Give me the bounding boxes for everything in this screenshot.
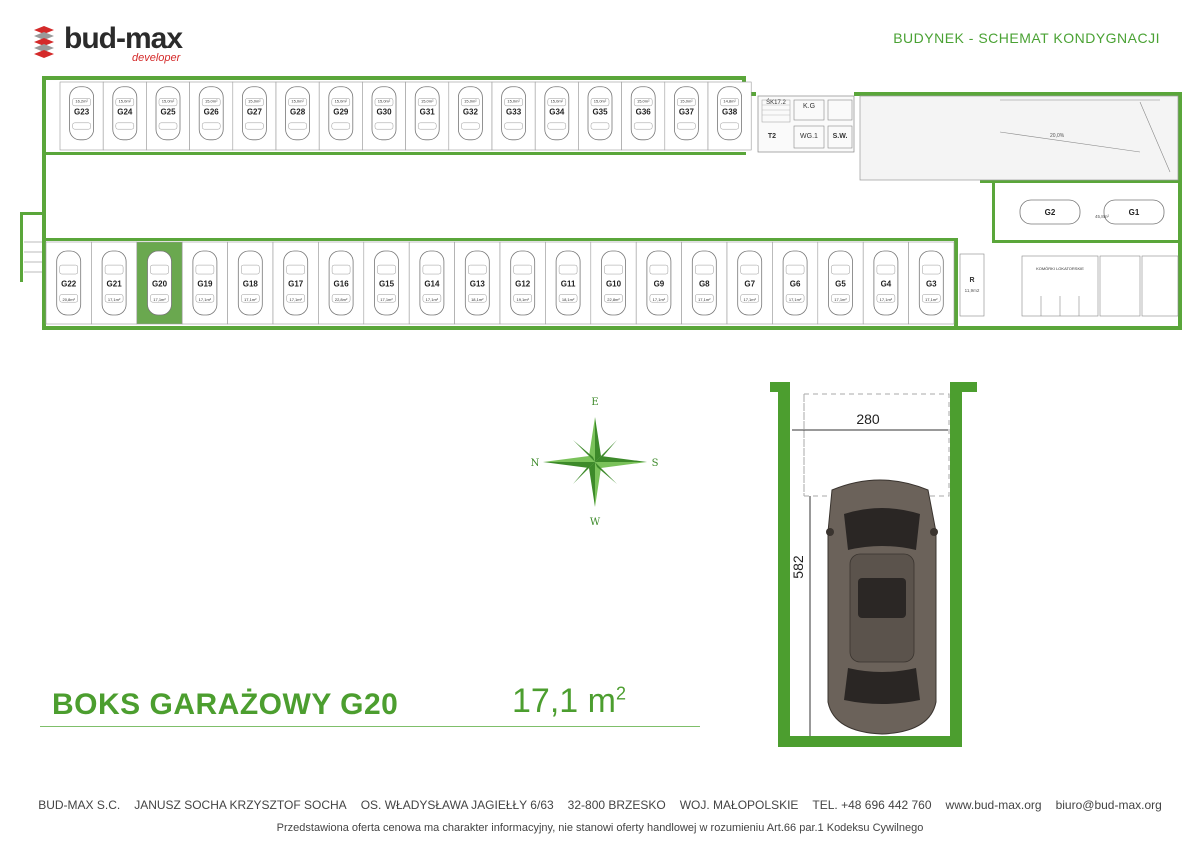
garage-g13[interactable] [455, 242, 500, 324]
garage-area: 15,0m² [680, 98, 693, 104]
garage-label: G2 [1044, 208, 1056, 217]
garage-label: G5 [835, 279, 846, 289]
garage-g25[interactable] [146, 82, 189, 150]
garage-area: 17,1m² [879, 297, 893, 303]
footer-email-link[interactable]: biuro@bud-max.org [1055, 798, 1162, 812]
room-r-label: R [969, 277, 975, 284]
garage-label: G38 [722, 107, 738, 117]
garage-area: 15,0m² [248, 98, 261, 104]
garage-area: 17,1m² [834, 297, 847, 303]
right-garages [1020, 200, 1164, 224]
garage-g29[interactable] [319, 82, 362, 150]
unit-area [512, 682, 626, 721]
garage-label: G12 [515, 279, 531, 289]
room-r-area: 11,9m2 [964, 288, 980, 293]
footer-disclaimer: Przedstawiona oferta cenowa ma charakter informacyjny, nie stanowi oferty handlowej w rozumieniu Art.66 par.1 Kodeksu Cywilnego [276, 822, 924, 834]
garage-g31[interactable] [406, 82, 449, 150]
compass-right: S [651, 458, 659, 469]
garage-area: 15,0m² [464, 98, 477, 104]
garage-area: 22,8m² [607, 297, 620, 303]
garage-area: 18,1m² [471, 297, 484, 303]
garage-area: 17,1m² [380, 297, 393, 303]
garage-area: 14,8m² [723, 98, 736, 104]
page-title: BUDYNEK - SCHEMAT KONDYGNACJI [893, 30, 1160, 46]
garage-label: G32 [462, 107, 478, 117]
garage-g2[interactable] [1020, 200, 1080, 224]
garage-g28[interactable] [276, 82, 319, 150]
garage-g35[interactable] [578, 82, 621, 150]
garage-area: 17,1m² [698, 297, 711, 303]
g1-g2-area: 45,8m² [1094, 214, 1110, 219]
garage-area: 15,0m² [161, 98, 175, 104]
garage-label: G15 [378, 279, 395, 289]
garage-label: G22 [61, 279, 77, 289]
garage-label: G26 [203, 107, 219, 117]
bottom-row-garages [46, 242, 954, 324]
garage-area: 17,1m² [107, 297, 121, 303]
stair-label: ŚK17.2 [766, 100, 786, 106]
garage-g32[interactable] [449, 82, 492, 150]
garage-area: 15,0m² [204, 98, 218, 104]
compass-top: E [591, 397, 599, 408]
unit-area-sup: 2 [615, 683, 626, 704]
garage-label: G1 [1128, 208, 1140, 217]
garage-g22[interactable] [46, 242, 91, 324]
garage-area: 15,0m² [636, 98, 650, 104]
footer-website-link[interactable]: www.bud-max.org [945, 798, 1042, 812]
garage-area: 17,1m² [198, 297, 212, 303]
garage-label: G36 [635, 107, 651, 117]
footer-region: WOJ. MAŁOPOLSKIE [679, 798, 799, 812]
detail-length-label: 582 [790, 555, 806, 579]
logo-mark-icon [32, 24, 56, 58]
garage-g12[interactable] [500, 242, 545, 324]
garage-area: 15,0m² [334, 98, 348, 104]
compass-left: N [530, 458, 540, 469]
garage-label: G24 [117, 107, 133, 117]
garage-g30[interactable] [362, 82, 405, 150]
garage-g8[interactable] [682, 242, 727, 324]
garage-g6[interactable] [772, 242, 817, 324]
garage-label: G23 [74, 107, 90, 117]
garage-label: G4 [880, 279, 892, 289]
garage-g38[interactable] [708, 82, 751, 150]
garage-area: 22,8m² [334, 297, 348, 303]
garage-label: G28 [290, 107, 306, 117]
garage-g23[interactable] [60, 82, 103, 150]
garage-label: G8 [698, 279, 710, 289]
garage-g37[interactable] [665, 82, 708, 150]
garage-label: G30 [376, 107, 392, 117]
garage-label: G6 [789, 279, 801, 289]
unit-title: BOKS GARAŻOWY G20 [52, 688, 399, 721]
garage-g1[interactable] [1104, 200, 1164, 224]
garage-label: G33 [506, 107, 522, 117]
garage-g36[interactable] [622, 82, 665, 150]
garage-area: 17,1m² [425, 297, 439, 303]
detail-width-label: 280 [856, 411, 880, 427]
footer-phone[interactable]: TEL. +48 696 442 760 [812, 798, 932, 812]
room-kg-label: K.G [802, 103, 816, 110]
garage-g11[interactable] [545, 242, 590, 324]
garage-g26[interactable] [190, 82, 233, 150]
garage-label: G9 [653, 279, 665, 289]
garage-area: 17,1m² [244, 297, 257, 303]
garage-label: G29 [333, 107, 349, 117]
garage-g14[interactable] [409, 242, 454, 324]
garage-g18[interactable] [228, 242, 273, 324]
garage-g4[interactable] [863, 242, 908, 324]
garage-label: G7 [744, 279, 756, 289]
garage-area: 15,0m² [377, 98, 391, 104]
garage-detail [770, 382, 985, 747]
garage-label: G17 [288, 279, 304, 289]
compass-bottom: W [589, 517, 601, 528]
garage-area: 15,0m² [550, 98, 564, 104]
brand-name: bud-max [64, 22, 183, 55]
top-row-garages [60, 82, 751, 150]
garage-g17[interactable] [273, 242, 318, 324]
garage-label: G3 [925, 279, 937, 289]
room-t2-label: T2 [767, 133, 777, 140]
garage-g27[interactable] [233, 82, 276, 150]
brand-logo[interactable] [32, 22, 202, 72]
garage-label: G10 [605, 279, 622, 289]
storage-label: KOMÓRKI LOKATORSKIE [1036, 266, 1084, 271]
garage-g20[interactable] [137, 242, 182, 324]
footer-owners: JANUSZ SOCHA KRZYSZTOF SOCHA [134, 798, 347, 812]
garage-g16[interactable] [318, 242, 363, 324]
garage-label: G31 [419, 107, 435, 117]
garage-area: 19,1m² [516, 297, 529, 303]
garage-label: G16 [333, 279, 349, 289]
garage-area: 15,0m² [507, 98, 520, 104]
footer-company: BUD-MAX S.C. [38, 798, 121, 812]
garage-area: 18,1m² [561, 297, 575, 303]
garage-area: 20,8m² [62, 297, 75, 303]
garage-area: 16,2m² [75, 98, 88, 104]
garage-g3[interactable] [909, 242, 954, 324]
garage-area: 15,0m² [593, 98, 607, 104]
garage-area: 17,1m² [289, 297, 302, 303]
brand-sub: developer [132, 52, 181, 64]
garage-label: G21 [106, 279, 122, 289]
garage-label: G34 [549, 107, 565, 117]
garage-g7[interactable] [727, 242, 772, 324]
garage-label: G11 [560, 279, 576, 289]
title-divider [40, 726, 700, 727]
garage-g33[interactable] [492, 82, 535, 150]
garage-g15[interactable] [364, 242, 409, 324]
unit-area-value: 17,1 m [512, 682, 616, 720]
garage-area: 17,1m² [925, 297, 938, 303]
garage-area: 15,0m² [291, 98, 304, 104]
car-icon [826, 480, 938, 734]
ramp-slope-label: 20,0% [1050, 133, 1065, 139]
garage-g34[interactable] [535, 82, 578, 150]
garage-g10[interactable] [591, 242, 636, 324]
garage-area: 17,1m² [788, 297, 802, 303]
garage-g21[interactable] [91, 242, 136, 324]
garage-label: G18 [242, 279, 258, 289]
room-sw-label: S.W. [832, 133, 848, 140]
footer-contact [0, 798, 1200, 812]
garage-label: G25 [160, 107, 176, 117]
footer-city: 32-800 BRZESKO [567, 798, 666, 812]
garage-label: G20 [151, 279, 168, 289]
garage-label: G37 [678, 107, 694, 117]
garage-label: G35 [592, 107, 608, 117]
garage-label: G27 [246, 107, 262, 117]
garage-area: 17,1m² [743, 297, 756, 303]
garage-g24[interactable] [103, 82, 146, 150]
floor-plan [10, 72, 1190, 334]
garage-g19[interactable] [182, 242, 227, 324]
garage-area: 15,0m² [118, 98, 132, 104]
garage-g9[interactable] [636, 242, 681, 324]
garage-area: 17,1m² [652, 297, 666, 303]
garage-label: G14 [424, 279, 440, 289]
garage-g5[interactable] [818, 242, 863, 324]
garage-area: 15,0m² [420, 98, 434, 104]
garage-label: G13 [469, 279, 485, 289]
room-wg-label: WG.1 [800, 133, 818, 140]
compass-rose-icon [525, 395, 665, 530]
garage-label: G19 [197, 279, 213, 289]
footer-address: OS. WŁADYSŁAWA JAGIEŁŁY 6/63 [360, 798, 554, 812]
garage-area: 17,1m² [153, 297, 166, 303]
